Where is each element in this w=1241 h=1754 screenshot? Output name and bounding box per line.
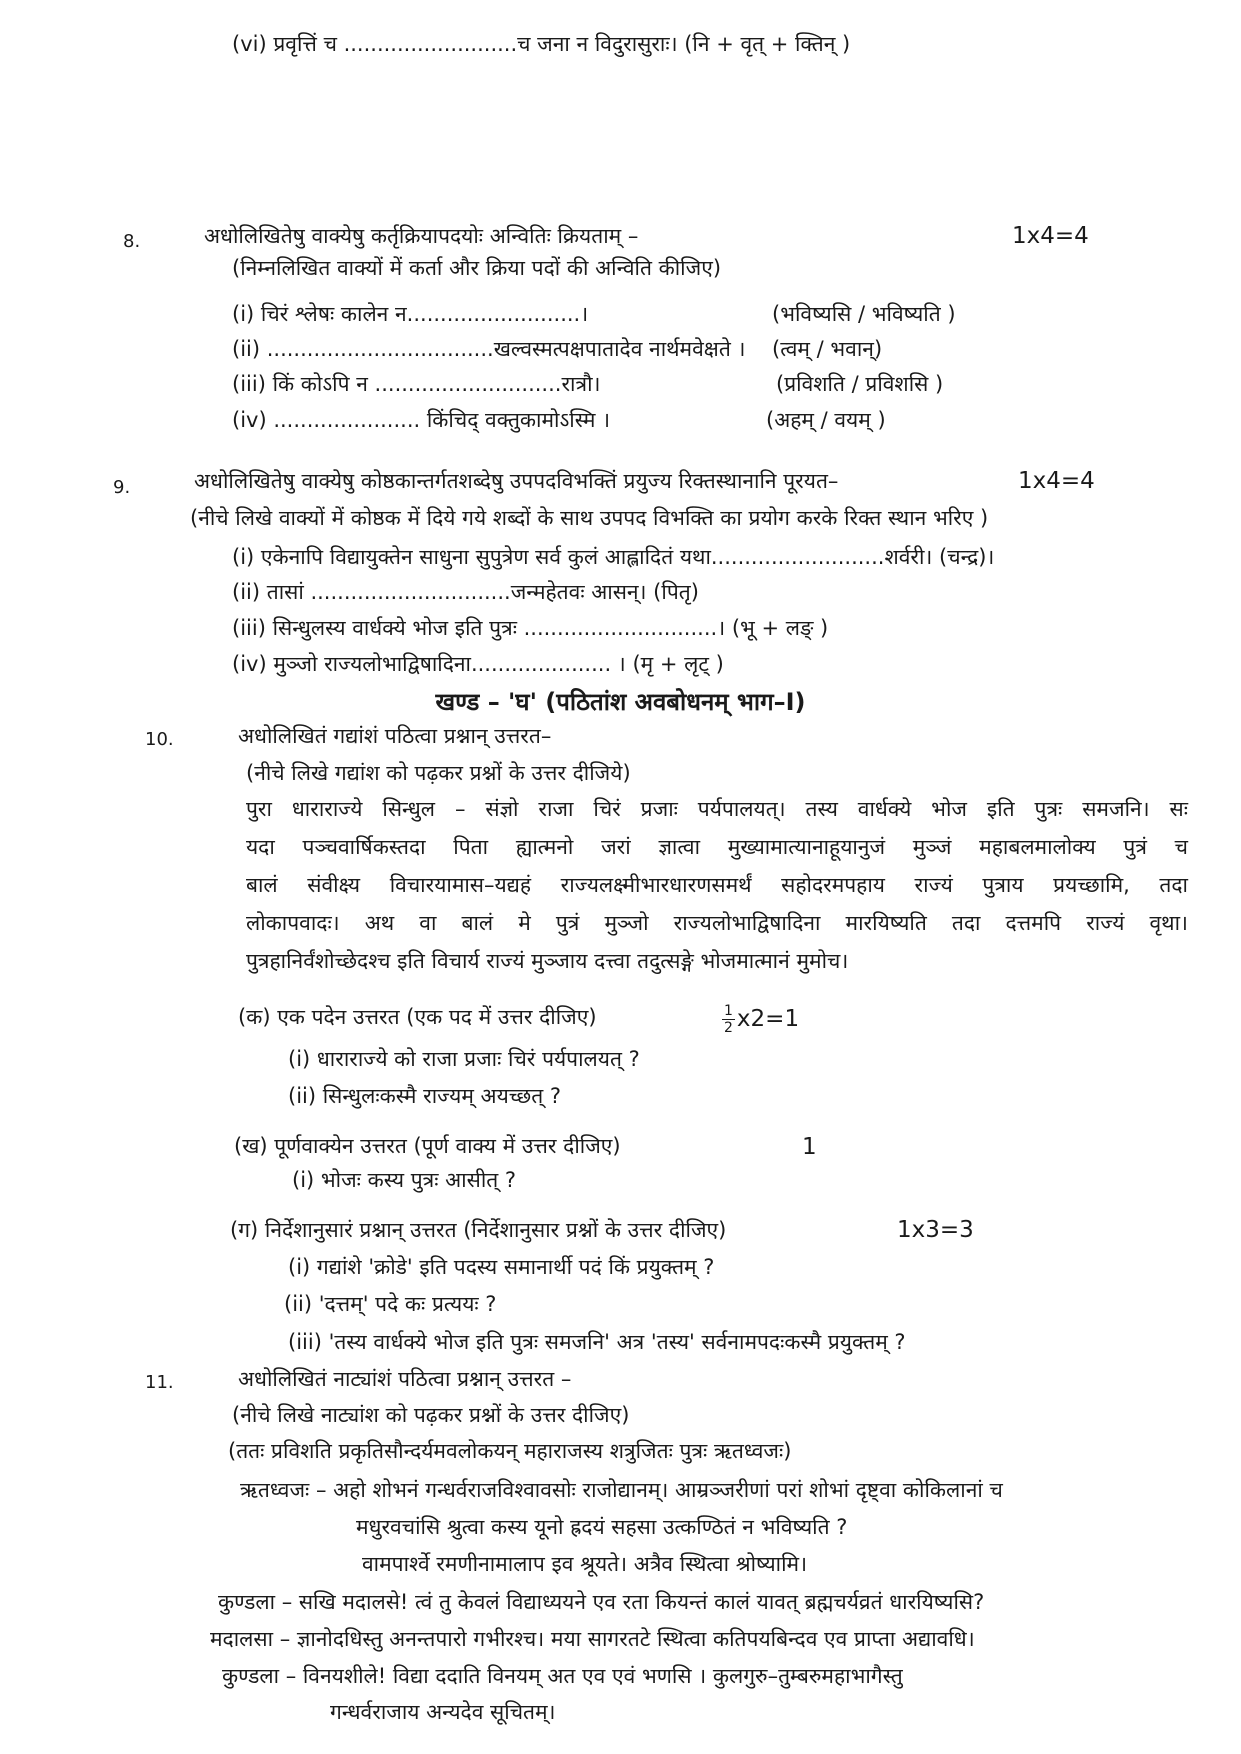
q9-number: 9. [113,477,131,498]
half-fraction [722,1003,735,1036]
q8-instruction: अधोलिखितेषु वाक्येषु कर्तृक्रियापदयोः अन्वितिः क्रियताम् – [204,224,639,248]
q11-dialogue-line: गन्धर्वराजाय अन्यदेव सूचितम्। [330,1700,556,1724]
q8-item-iv: (iv) ...................... किंचिद् वक्तुकामोऽस्मि । [232,408,611,432]
q8-item-iii-options: (प्रविशति / प्रविशसि ) [776,372,944,396]
q9-item-iv: (iv) मुञ्जो राज्यलोभाद्विषादिना..................... । (मृ + लृट् ) [232,652,724,676]
q11-instruction: अधोलिखितं नाट्यांशं पठित्वा प्रश्नान् उत्तरत – [238,1367,572,1391]
fraction-denominator: 2 [724,1020,733,1036]
part-ka-marks-rest: x2=1 [736,1006,800,1032]
q10-kha-question-i: (i) भोजः कस्य पुत्रः आसीत् ? [292,1168,517,1192]
q10-number: 10. [145,729,174,750]
q8-marks: 1x4=4 [1012,223,1089,249]
q11-dialogue-line: कुण्डला – सखि मदालसे! त्वं तु केवलं विद्याध्ययने एव रता कियन्तं कालं यावत् ब्रह्मचर्यव्रतं धारयिष्यसि? [218,1590,985,1614]
q8-hindi: (निम्नलिखित वाक्यों में कर्ता और क्रिया पदों की अन्विति कीजिए) [232,256,722,280]
q9-instruction: अधोलिखितेषु वाक्येषु कोष्ठकान्तर्गतशब्देषु उपपदविभक्तिं प्रयुज्य रिक्तस्थानानि पूरयत– [194,469,839,493]
q9-item-ii: (ii) तासां ..............................जन्महेतवः आसन्। (पितृ) [232,580,699,604]
q9-item-iii: (iii) सिन्धुलस्य वार्धक्ये भोज इति पुत्रः .............................। (भू + लङ् ) [232,616,829,640]
q10-ka-question-i: (i) धाराराज्ये को राजा प्रजाः चिरं पर्यपालयत् ? [288,1047,640,1071]
q8-item-ii-options: (त्वम् / भवान्) [772,337,883,361]
q10-hindi: (नीचे लिखे गद्यांश को पढ़कर प्रश्नों के उत्तर दीजिये) [246,761,631,785]
q11-dialogue-line: कुण्डला – विनयशीले! विद्या ददाति विनयम् अत एव एवं भणसि । कुलगुरु–तुम्बरुमहाभागैस्तु [222,1664,903,1688]
q9-item-i: (i) एकेनापि विद्यायुक्तेन साधुना सुपुत्रेण सर्व कुलं आह्लादितं यथा..........................शर्वरी। (चन्द्र)। [232,545,995,569]
q6-item-vi: (vi) प्रवृत्तिं च ..........................च जना न विदुरासुराः। (नि + वृत् + क्तिन् ) [232,32,851,56]
q10-passage-line: बालं संवीक्ष्य विचारयामास–यद्यहं राज्यलक्ष्मीभारधारणसमर्थं सहोदरमपहाय राज्यं पुत्राय प्रयच्छामि, तदा [246,873,1188,897]
q8-item-i: (i) चिरं श्लेषः कालेन न..........................। [232,302,589,326]
q10-part-kha-label: (ख) पूर्णवाक्येन उत्तरत (पूर्ण वाक्य में उत्तर दीजिए) [234,1134,621,1158]
q10-part-ga-label: (ग) निर्देशानुसारं प्रश्नान् उत्तरत (निर्देशानुसार प्रश्नों के उत्तर दीजिए) [230,1218,727,1242]
q10-part-kha-marks: 1 [802,1134,817,1160]
q10-ga-question-i: (i) गद्यांशे 'क्रोडे' इति पदस्य समानार्थी पदं किं प्रयुक्तम् ? [288,1255,715,1279]
q10-part-ka-marks [722,1003,799,1036]
q8-item-iii: (iii) किं कोऽपि न ............................रात्रौ। [232,372,601,396]
q10-passage-line: पुरा धाराराज्ये सिन्धुल – संज्ञो राजा चिरं प्रजाः पर्यपालयत्। तस्य वार्धक्ये भोज इति पुत्रः समजनि। सः [246,797,1188,821]
q11-dialogue-line: मदालसा – ज्ञानोदधिस्तु अनन्तपारो गभीरश्च। मया सागरतटे स्थित्वा कतिपयबिन्दव एव प्राप्ता अद्यावधि। [210,1627,975,1651]
q9-hindi: (नीचे लिखे वाक्यों में कोष्ठक में दिये गये शब्दों के साथ उपपद विभक्ति का प्रयोग करके रिक्त स्थान भरिए ) [190,506,989,530]
q11-dialogue-line: मधुरवचांसि श्रुत्वा कस्य यूनो ह्रदयं सहसा उत्कण्ठितं न भविष्यति ? [356,1515,848,1539]
q10-ga-question-ii: (ii) 'दत्तम्' पदे कः प्रत्ययः ? [284,1292,497,1316]
q11-stage-direction: (ततः प्रविशति प्रकृतिसौन्दर्यमवलोकयन् महाराजस्य शत्रुजितः पुत्रः ऋतध्वजः) [228,1439,792,1463]
q9-marks: 1x4=4 [1018,468,1095,494]
q10-passage-line: पुत्रहानिर्वंशोच्छेदश्च इति विचार्य राज्यं मुञ्जाय दत्त्वा तदुत्सङ्गे भोजमात्मानं मुमोच। [246,949,849,973]
q10-instruction: अधोलिखितं गद्यांशं पठित्वा प्रश्नान् उत्तरत– [238,724,552,748]
section-heading: खण्ड – 'घ' (पठितांश अवबोधनम् भाग–I) [435,688,806,716]
q10-passage-line: लोकापवादः। अथ वा बालं मे पुत्रं मुञ्जो राज्यलोभाद्विषादिना मारयिष्यति तदा दत्तमपि राज्यं वृथा। [246,911,1188,935]
q10-ga-question-iii: (iii) 'तस्य वार्धक्ये भोज इति पुत्रः समजनि' अत्र 'तस्य' सर्वनामपदःकस्मै प्रयुक्तम् ? [288,1330,906,1354]
q11-hindi: (नीचे लिखे नाट्यांश को पढ़कर प्रश्नों के उत्तर दीजिए) [232,1403,630,1427]
q10-part-ga-marks: 1x3=3 [897,1217,974,1243]
q8-item-i-options: (भविष्यसि / भविष्यति ) [772,302,956,326]
q10-ka-question-ii: (ii) सिन्धुलःकस्मै राज्यम् अयच्छत् ? [288,1084,562,1108]
q10-passage-line: यदा पञ्चवार्षिकस्तदा पिता ह्यात्मनो जरां ज्ञात्वा मुख्यामात्यानाहूयानुजं मुञ्जं महाबलमालोक्य पुत्रं च [246,835,1188,859]
q8-number: 8. [123,231,141,252]
q10-part-ka-label: (क) एक पदेन उत्तरत (एक पद में उत्तर दीजिए) [238,1005,597,1029]
q11-number: 11. [145,1372,174,1393]
q8-item-iv-options: (अहम् / वयम् ) [766,408,886,432]
q8-item-ii: (ii) ..................................खल्वस्मत्पक्षपातादेव नार्थमवेक्षते । [232,337,746,361]
q11-dialogue-line: वामपार्श्वे रमणीनामालाप इव श्रूयते। अत्रैव स्थित्वा श्रोष्यामि। [362,1552,808,1576]
q11-dialogue-line: ऋतध्वजः – अहो शोभनं गन्धर्वराजविश्वावसोः राजोद्यानम्। आम्रञ्जरीणां परां शोभां दृष्ट्वा कोकिलानां च [240,1478,1003,1502]
fraction-numerator: 1 [724,1003,733,1019]
